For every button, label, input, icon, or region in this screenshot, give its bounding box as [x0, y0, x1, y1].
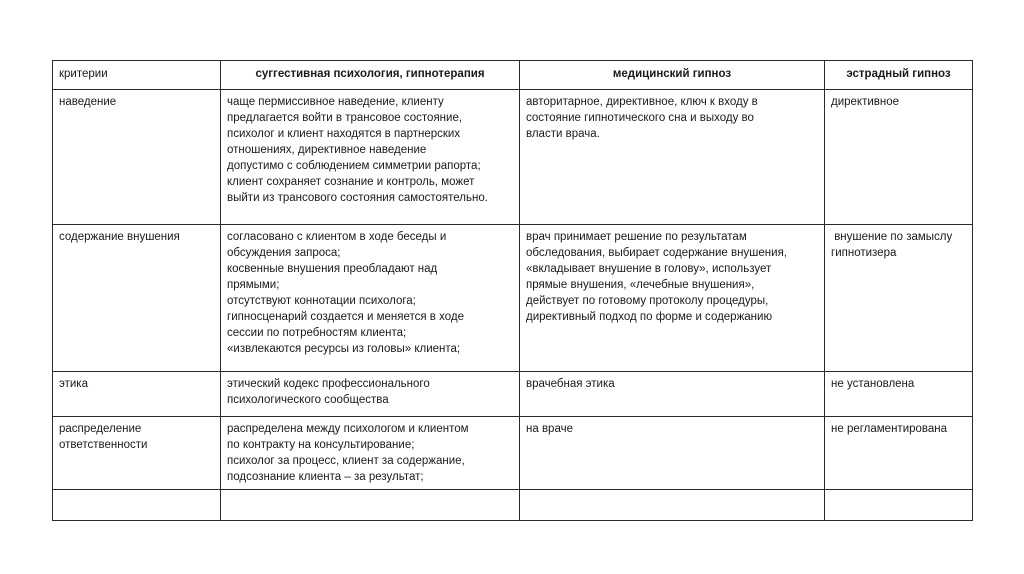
cell-line: «извлекаются ресурсы из головы» клиента;: [227, 343, 461, 355]
table-row: [53, 225, 973, 372]
cell-line: распределение: [59, 423, 142, 435]
header-criteria: критерии: [53, 61, 221, 90]
cell-suggestive: [221, 417, 520, 490]
cell-suggestive: [221, 225, 520, 372]
cell-line: психолог и клиент находятся в партнерских: [227, 128, 461, 140]
empty-cell: [825, 490, 973, 521]
header-row: [53, 61, 973, 90]
cell-line: согласовано с клиентом в ходе беседы и: [227, 231, 447, 243]
cell-line: ответственности: [59, 439, 148, 451]
comparison-table: [52, 60, 973, 521]
cell-line: прямые внушения, «лечебные внушения»,: [526, 279, 755, 291]
cell-stage: [825, 372, 973, 417]
cell-line: содержание внушения: [59, 231, 180, 243]
cell-line: директивный подход по форме и содержанию: [526, 311, 773, 323]
cell-line: сессии по потребностям клиента;: [227, 327, 407, 339]
cell-line: врачебная этика: [526, 378, 615, 390]
header-medical: медицинский гипноз: [520, 61, 825, 90]
cell-line: наведение: [59, 96, 117, 108]
cell-line: директивное: [831, 96, 900, 108]
cell-line: этический кодекс профессионального: [227, 378, 430, 390]
cell-line: отсутствуют коннотации психолога;: [227, 295, 416, 307]
cell-stage: [825, 90, 973, 225]
cell-criterion: [53, 372, 221, 417]
cell-medical: [520, 417, 825, 490]
cell-stage: [825, 417, 973, 490]
cell-medical: [520, 225, 825, 372]
cell-line: состояние гипнотического сна и выходу во: [526, 112, 754, 124]
cell-line: гипносценарий создается и меняется в ходе: [227, 311, 464, 323]
cell-line: допустимо с соблюдением симметрии рапорта;: [227, 160, 481, 172]
cell-line: психолог за процесс, клиент за содержание,: [227, 455, 465, 467]
cell-criterion: [53, 417, 221, 490]
cell-medical: [520, 90, 825, 225]
cell-line: гипнотизера: [831, 247, 897, 259]
cell-line: врач принимает решение по результатам: [526, 231, 747, 243]
cell-line: чаще пермиссивное наведение, клиенту: [227, 96, 444, 108]
table-row: [53, 90, 973, 225]
cell-line: авторитарное, директивное, ключ к входу в: [526, 96, 758, 108]
cell-line: выйти из трансового состояния самостоятельно.: [227, 192, 488, 204]
cell-line: действует по готовому протоколу процедуры,: [526, 295, 769, 307]
cell-line: обсуждения запроса;: [227, 247, 341, 259]
cell-line: косвенные внушения преобладают над: [227, 263, 438, 275]
header-stage: эстрадный гипноз: [825, 61, 973, 90]
cell-stage: [825, 225, 973, 372]
cell-line: подсознание клиента – за результат;: [227, 471, 424, 483]
cell-line: на враче: [526, 423, 573, 435]
empty-row: [53, 490, 973, 521]
header-suggestive: суггестивная психология, гипнотерапия: [221, 61, 520, 90]
cell-line: обследования, выбирает содержание внушения,: [526, 247, 787, 259]
cell-suggestive: [221, 90, 520, 225]
cell-line: власти врача.: [526, 128, 600, 140]
cell-line: не установлена: [831, 378, 915, 390]
cell-line: предлагается войти в трансовое состояние,: [227, 112, 463, 124]
cell-line: распределена между психологом и клиентом: [227, 423, 469, 435]
empty-cell: [221, 490, 520, 521]
cell-line: внушение по замыслу: [831, 231, 953, 243]
cell-line: прямыми;: [227, 279, 280, 291]
cell-criterion: [53, 225, 221, 372]
table-row: [53, 372, 973, 417]
cell-line: по контракту на консультирование;: [227, 439, 415, 451]
table-row: [53, 417, 973, 490]
empty-cell: [520, 490, 825, 521]
cell-line: «вкладывает внушение в голову», использует: [526, 263, 772, 275]
cell-criterion: [53, 90, 221, 225]
cell-medical: [520, 372, 825, 417]
cell-line: отношениях, директивное наведение: [227, 144, 427, 156]
empty-cell: [53, 490, 221, 521]
cell-suggestive: [221, 372, 520, 417]
cell-line: этика: [59, 378, 88, 390]
cell-line: клиент сохраняет сознание и контроль, может: [227, 176, 475, 188]
cell-line: не регламентирована: [831, 423, 948, 435]
cell-line: психологического сообщества: [227, 394, 389, 406]
